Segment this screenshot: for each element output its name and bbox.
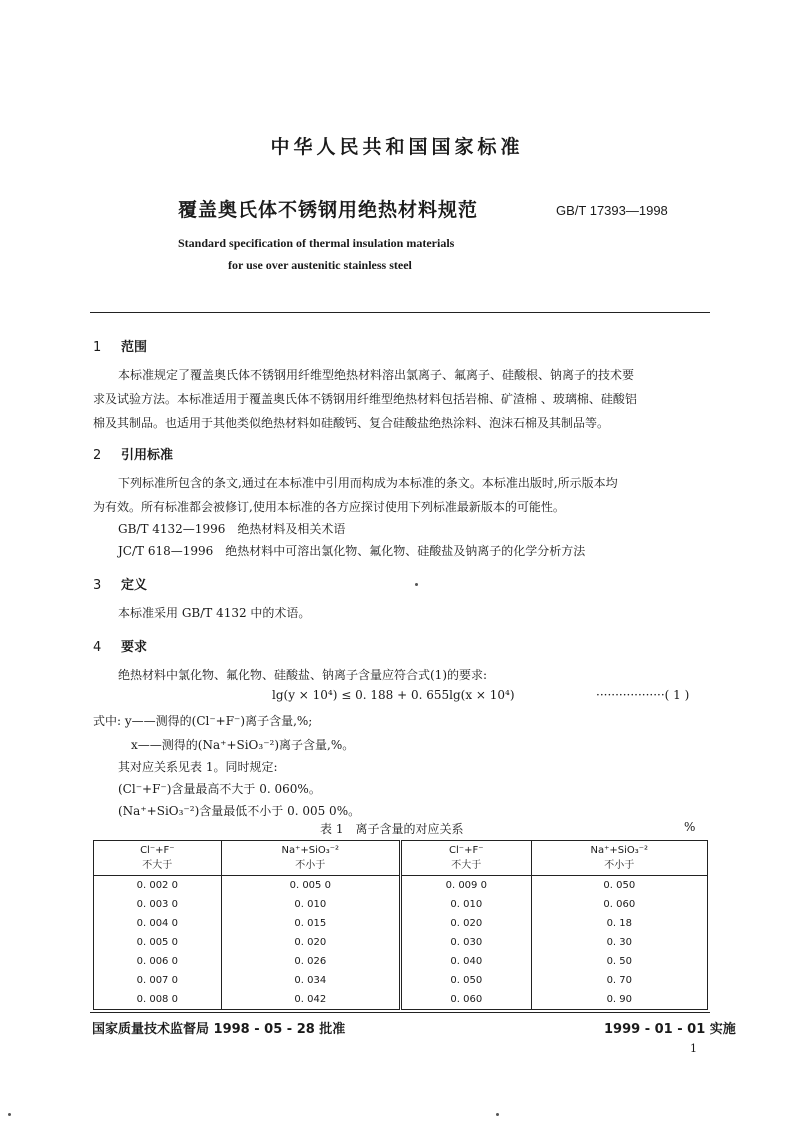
table-row xyxy=(94,971,708,990)
variable-y-definition: 式中: y——测得的(Cl⁻+F⁻)离子含量,%; xyxy=(93,714,313,728)
table-header-cell xyxy=(531,841,707,876)
section-number: 4 xyxy=(93,640,102,655)
scope-paragraph-line1: 本标准规定了覆盖奥氏体不锈钢用纤维型绝热材料溶出氯离子、氟离子、硅酸根、钠离子的技术要 xyxy=(118,368,635,382)
table-cell: 0. 009 0 xyxy=(400,876,531,896)
section-2-heading xyxy=(93,444,173,463)
table-cell: 0. 70 xyxy=(531,971,707,990)
header-ion-label: Cl⁻+F⁻ xyxy=(449,845,484,856)
table-row xyxy=(94,990,708,1010)
table-cell: 0. 003 0 xyxy=(136,899,178,910)
references-paragraph-line2: 为有效。所有标准都会被修订,使用本标准的各方应探讨使用下列标准最新版本的可能性。 xyxy=(93,500,565,514)
standard-number: GB/T 17393—1998 xyxy=(556,203,668,218)
english-title-line2: for use over austenitic stainless steel xyxy=(228,258,412,272)
table-cell: 0. 030 xyxy=(400,933,531,952)
english-title-line1: Standard specification of thermal insulation materials xyxy=(178,236,455,250)
table-row xyxy=(94,895,708,914)
chloride-fluoride-limit: (Cl⁻+F⁻)含量最高不大于 0. 060%。 xyxy=(118,782,321,796)
table-cell: 0. 040 xyxy=(400,952,531,971)
table-cell: 0. 004 0 xyxy=(136,918,178,929)
table-cell: 0. 042 xyxy=(221,990,400,1010)
table-cell: 0. 010 xyxy=(400,895,531,914)
header-limit-label: 不大于 xyxy=(142,860,173,871)
scan-speck xyxy=(415,583,418,586)
section-title: 引用标准 xyxy=(121,448,174,463)
table-cell: 0. 050 xyxy=(531,876,707,896)
table-cell: 0. 060 xyxy=(531,895,707,914)
page-number: 1 xyxy=(690,1042,697,1055)
table-cell: 0. 90 xyxy=(531,990,707,1010)
table-cell: 0. 060 xyxy=(400,990,531,1010)
section-1-heading xyxy=(93,336,147,355)
table-row xyxy=(94,933,708,952)
header-divider xyxy=(90,312,710,313)
section-title: 范围 xyxy=(121,340,148,355)
formula-1: lg(y × 10⁴) ≤ 0. 188 + 0. 655lg(x × 10⁴) xyxy=(272,688,515,702)
national-standard-heading: 中华人民共和国国家标准 xyxy=(270,136,524,158)
table-cell: 0. 30 xyxy=(531,933,707,952)
scan-speck xyxy=(496,1113,499,1116)
section-3-heading xyxy=(93,574,147,593)
references-paragraph-line1: 下列标准所包含的条文,通过在本标准中引用而构成为本标准的条文。本标准出版时,所示版本均 xyxy=(118,476,618,490)
section-4-heading xyxy=(93,636,147,655)
correspondence-note: 其对应关系见表 1。同时规定: xyxy=(118,760,278,774)
table-1-caption: 表 1 离子含量的对应关系 xyxy=(320,822,464,836)
implementation-date: 1999 - 01 - 01 实施 xyxy=(604,1022,736,1037)
table-row xyxy=(94,952,708,971)
table-cell: 0. 008 0 xyxy=(136,994,178,1005)
table-cell: 0. 020 xyxy=(221,933,400,952)
table-row xyxy=(94,914,708,933)
definitions-paragraph: 本标准采用 GB/T 4132 中的术语。 xyxy=(118,606,311,620)
sodium-silicate-limit: (Na⁺+SiO₃⁻²)含量最低不小于 0. 005 0%。 xyxy=(118,804,361,818)
reference-item-2: JC/T 618—1996 绝热材料中可溶出氯化物、氟化物、硅酸盐及钠离子的化学分析方法 xyxy=(118,544,586,558)
table-cell: 0. 007 0 xyxy=(136,975,178,986)
table-cell: 0. 002 0 xyxy=(136,880,178,891)
formula-number: ··················( 1 ) xyxy=(596,688,690,702)
table-cell: 0. 18 xyxy=(531,914,707,933)
table-cell: 0. 026 xyxy=(221,952,400,971)
table-row xyxy=(94,876,708,896)
table-1-unit: % xyxy=(684,820,696,834)
table-header-cell xyxy=(400,841,531,876)
document-title: 覆盖奥氏体不锈钢用绝热材料规范 xyxy=(178,199,479,221)
section-number: 3 xyxy=(93,578,102,593)
header-limit-label: 不小于 xyxy=(295,860,326,871)
table-cell: 0. 010 xyxy=(221,895,400,914)
table-cell: 0. 006 0 xyxy=(136,956,178,967)
reference-item-1: GB/T 4132—1996 绝热材料及相关术语 xyxy=(118,522,346,536)
table-cell: 0. 50 xyxy=(531,952,707,971)
section-title: 要求 xyxy=(121,640,148,655)
approval-date: 国家质量技术监督局 1998 - 05 - 28 批准 xyxy=(92,1022,346,1037)
header-ion-label: Cl⁻+F⁻ xyxy=(140,845,175,856)
section-title: 定义 xyxy=(121,578,148,593)
header-ion-label: Na⁺+SiO₃⁻² xyxy=(281,845,340,856)
variable-x-definition: x——测得的(Na⁺+SiO₃⁻²)离子含量,%。 xyxy=(131,738,355,752)
header-limit-label: 不小于 xyxy=(604,860,635,871)
header-ion-label: Na⁺+SiO₃⁻² xyxy=(590,845,649,856)
footer-divider xyxy=(90,1012,710,1013)
scan-speck xyxy=(8,1113,11,1116)
scope-paragraph-line3: 棉及其制品。也适用于其他类似绝热材料如硅酸钙、复合硅酸盐绝热涂料、泡沫石棉及其制品等。 xyxy=(93,416,610,430)
section-number: 2 xyxy=(93,448,102,463)
section-number: 1 xyxy=(93,340,102,355)
table-cell: 0. 034 xyxy=(221,971,400,990)
requirements-paragraph: 绝热材料中氯化物、氟化物、硅酸盐、钠离子含量应符合式(1)的要求: xyxy=(118,668,488,682)
table-header-cell xyxy=(94,841,222,876)
table-cell: 0. 005 0 xyxy=(221,876,400,896)
ion-content-table xyxy=(93,840,708,1010)
table-cell: 0. 020 xyxy=(400,914,531,933)
header-limit-label: 不大于 xyxy=(451,860,482,871)
table-cell: 0. 015 xyxy=(221,914,400,933)
table-header-cell xyxy=(221,841,400,876)
table-cell: 0. 050 xyxy=(400,971,531,990)
table-header-row xyxy=(94,841,708,876)
scope-paragraph-line2: 求及试验方法。本标准适用于覆盖奥氏体不锈钢用纤维型绝热材料包括岩棉、矿渣棉 、玻璃棉、硅酸铝 xyxy=(93,392,637,406)
table-cell: 0. 005 0 xyxy=(136,937,178,948)
